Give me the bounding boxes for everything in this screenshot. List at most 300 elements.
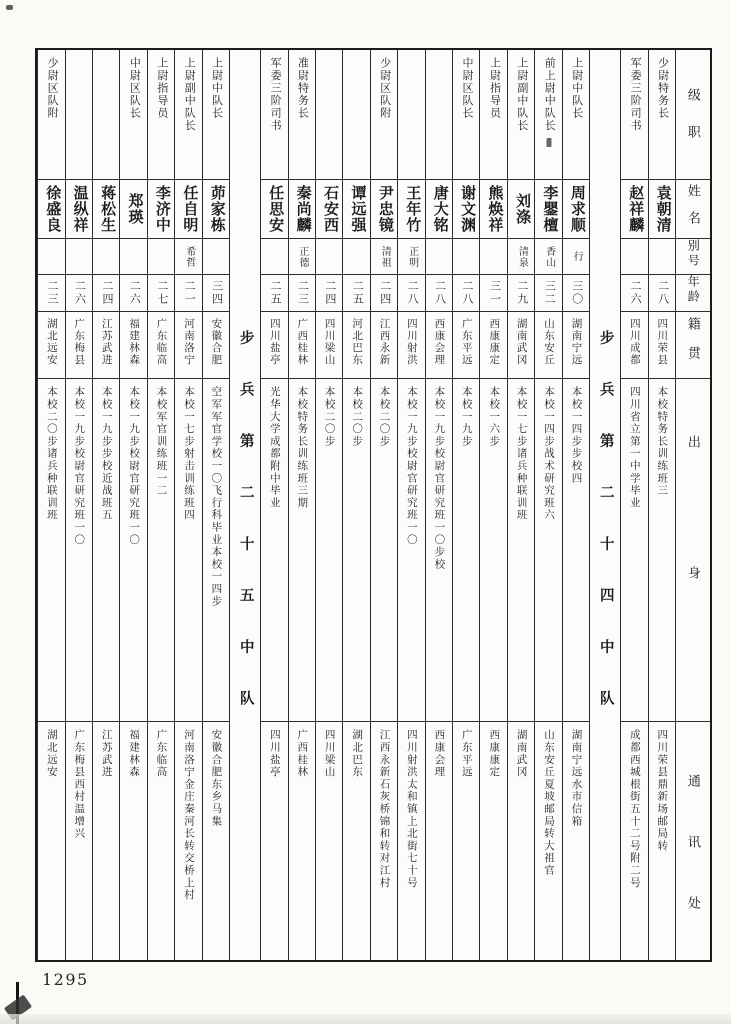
cell-name <box>649 180 675 239</box>
age-text: 二九 <box>515 280 528 306</box>
cell-name <box>535 180 561 239</box>
rank-text: 军委三阶司书 <box>629 57 642 132</box>
rank-text: 少尉特务长 <box>656 57 669 120</box>
cell-age <box>93 275 119 312</box>
cell-age <box>535 275 561 312</box>
row-header-native-label: 籍贯 <box>685 317 701 375</box>
cell-alias <box>93 239 119 275</box>
rank-text: 上尉指导员 <box>155 57 168 120</box>
person-column <box>425 50 452 960</box>
rank-text: 上尉中队长 <box>210 57 223 120</box>
row-header-origin-label: 出身 <box>685 435 701 697</box>
person-column <box>370 50 397 960</box>
address-text: 四川梁山 <box>323 729 335 779</box>
cell-native_place <box>93 312 119 379</box>
cell-alias <box>289 239 315 275</box>
cell-rank <box>203 50 229 180</box>
row-header-rank <box>676 50 710 180</box>
cell-alias <box>508 239 534 275</box>
age-text: 二六 <box>73 280 86 306</box>
address-text: 广东平远 <box>460 729 472 779</box>
person-column <box>65 50 92 960</box>
age-text: 二五 <box>269 280 282 306</box>
native_place-text: 四川梁山 <box>323 318 335 366</box>
cell-rank <box>563 50 589 180</box>
cell-name <box>289 180 315 239</box>
age-text: 二四 <box>100 280 113 306</box>
address-text: 江苏武进 <box>100 729 112 779</box>
background-text: 本校一四步战术研究班六 <box>543 386 555 522</box>
name-text: 赵祥麟 <box>627 185 644 233</box>
cell-rank <box>371 50 397 180</box>
address-text: 湖南武冈 <box>515 729 527 779</box>
name-text: 周求顺 <box>568 185 585 233</box>
cell-address <box>316 722 342 960</box>
name-text: 茆家栋 <box>208 185 225 233</box>
address-text: 四川射洪太和镇上北街七十号 <box>405 729 417 889</box>
cell-age <box>649 275 675 312</box>
person-column <box>342 50 369 960</box>
alias-text: 希哲 <box>183 245 195 268</box>
cell-background <box>120 379 146 722</box>
address-text: 西康康定 <box>488 729 500 779</box>
cell-name <box>621 180 647 239</box>
address-text: 湖北巴东 <box>351 729 363 779</box>
cell-age <box>371 275 397 312</box>
cell-native_place <box>563 312 589 379</box>
cell-rank <box>508 50 534 180</box>
cell-native_place <box>426 312 452 379</box>
native_place-text: 江西永新 <box>378 318 390 366</box>
cell-native_place <box>175 312 201 379</box>
cell-background <box>261 379 287 722</box>
name-text: 任自明 <box>181 185 198 233</box>
native_place-text: 河南洛宁 <box>182 318 194 366</box>
cell-background <box>66 379 92 722</box>
person-column <box>479 50 506 960</box>
age-text: 三四 <box>210 280 223 306</box>
cell-name <box>343 180 369 239</box>
cell-native_place <box>371 312 397 379</box>
age-text: 二八 <box>461 280 474 306</box>
address-text: 四川盐亭 <box>268 729 280 779</box>
cell-rank <box>93 50 119 180</box>
cell-age <box>453 275 479 312</box>
cell-rank <box>120 50 146 180</box>
age-text: 二八 <box>406 280 419 306</box>
name-text: 石安西 <box>322 185 339 233</box>
cell-age <box>316 275 342 312</box>
cell-background <box>480 379 506 722</box>
cell-alias <box>148 239 174 275</box>
cell-alias <box>316 239 342 275</box>
cell-alias <box>649 239 675 275</box>
cell-age <box>289 275 315 312</box>
rank-text: 前上尉中队长 <box>543 57 556 132</box>
cell-background <box>563 379 589 722</box>
age-text: 二八 <box>656 280 669 306</box>
person-column <box>202 50 229 960</box>
name-text: 刘涤 <box>513 193 530 225</box>
cell-alias <box>426 239 452 275</box>
name-text: 秦尚麟 <box>294 185 311 233</box>
cell-background <box>621 379 647 722</box>
background-text: 本校特务长训练班三 <box>656 386 668 497</box>
native_place-text: 西康会理 <box>433 318 445 366</box>
background-text: 本校一九步校尉官研究班一〇步校 <box>433 386 445 571</box>
name-text: 蒋松生 <box>99 185 116 233</box>
cell-age <box>398 275 424 312</box>
cell-age <box>148 275 174 312</box>
cell-address <box>426 722 452 960</box>
name-text: 唐大铭 <box>431 185 448 233</box>
cell-name <box>261 180 287 239</box>
cell-background <box>93 379 119 722</box>
row-header-name <box>676 180 710 239</box>
native_place-text: 山东安丘 <box>543 318 555 366</box>
background-text: 本校一九步校尉官研究班一〇 <box>128 386 140 546</box>
person-column <box>648 50 675 960</box>
background-text: 本校一九步 <box>460 386 472 448</box>
native_place-text: 四川射洪 <box>405 318 417 366</box>
cell-rank <box>453 50 479 180</box>
person-column <box>174 50 201 960</box>
native_place-text: 福建林森 <box>128 318 140 366</box>
cell-address <box>93 722 119 960</box>
cell-alias <box>66 239 92 275</box>
cell-rank <box>148 50 174 180</box>
section-title-cell <box>230 50 260 960</box>
personnel-roster-table <box>35 48 712 962</box>
cell-address <box>508 722 534 960</box>
cell-alias <box>343 239 369 275</box>
background-text: 四川省立第一中学毕业 <box>628 386 640 509</box>
cell-name <box>398 180 424 239</box>
row-header-address-label: 通讯处 <box>685 774 701 957</box>
cell-address <box>203 722 229 960</box>
cell-rank <box>398 50 424 180</box>
cell-rank <box>289 50 315 180</box>
cell-age <box>120 275 146 312</box>
rank-text: 上尉副中队长 <box>183 57 196 132</box>
cell-native_place <box>621 312 647 379</box>
address-text: 湖南宁远水市信箱 <box>570 729 582 828</box>
alias-text: 行 <box>571 251 583 262</box>
background-text: 本校一七步射击训练班四 <box>182 386 194 522</box>
cell-name <box>38 180 64 239</box>
cell-age <box>38 275 64 312</box>
cell-native_place <box>261 312 287 379</box>
person-column <box>288 50 315 960</box>
native_place-text: 广东梅县 <box>73 318 85 366</box>
background-text: 本校二〇步 <box>378 386 390 448</box>
cell-name <box>563 180 589 239</box>
rank-text: 上尉指导员 <box>488 57 501 120</box>
cell-address <box>398 722 424 960</box>
native_place-text: 四川成都 <box>628 318 640 366</box>
cell-age <box>426 275 452 312</box>
person-column <box>92 50 119 960</box>
background-text: 本校一四步步校四 <box>570 386 582 485</box>
person-column <box>147 50 174 960</box>
native_place-text: 河北巴东 <box>351 318 363 366</box>
cell-native_place <box>649 312 675 379</box>
cell-native_place <box>289 312 315 379</box>
person-column <box>534 50 561 960</box>
row-header-alias <box>676 239 710 275</box>
name-text: 王年竹 <box>404 185 421 233</box>
cell-name <box>175 180 201 239</box>
cell-address <box>175 722 201 960</box>
cell-age <box>621 275 647 312</box>
cell-native_place <box>480 312 506 379</box>
cell-age <box>175 275 201 312</box>
background-text: 本校一七步诸兵种联训班 <box>515 386 527 522</box>
cell-rank <box>649 50 675 180</box>
age-text: 三一 <box>488 280 501 306</box>
row-header-native <box>676 312 710 379</box>
cell-age <box>508 275 534 312</box>
person-column <box>562 50 589 960</box>
cell-background <box>398 379 424 722</box>
cell-address <box>371 722 397 960</box>
cell-age <box>261 275 287 312</box>
name-text: 熊焕祥 <box>486 185 503 233</box>
cell-address <box>649 722 675 960</box>
cell-age <box>343 275 369 312</box>
cell-rank <box>38 50 64 180</box>
cell-background <box>148 379 174 722</box>
section-title-cell <box>590 50 620 960</box>
cell-name <box>148 180 174 239</box>
cell-background <box>508 379 534 722</box>
native_place-text: 湖南宁远 <box>570 318 582 366</box>
native_place-text: 西康康定 <box>488 318 500 366</box>
cell-name <box>480 180 506 239</box>
cell-background <box>426 379 452 722</box>
cell-address <box>38 722 64 960</box>
address-text: 西康会理 <box>433 729 445 779</box>
name-text: 李鑍檀 <box>541 185 558 233</box>
rank-annotation-mark <box>546 138 551 147</box>
cell-alias <box>453 239 479 275</box>
cell-rank <box>316 50 342 180</box>
native_place-text: 广东平远 <box>460 318 472 366</box>
address-text: 广东临高 <box>155 729 167 779</box>
cell-rank <box>343 50 369 180</box>
name-text: 谢文渊 <box>459 185 476 233</box>
cell-alias <box>480 239 506 275</box>
cell-rank <box>535 50 561 180</box>
name-text: 徐盛良 <box>44 185 61 233</box>
background-text: 本校一六步 <box>488 386 500 448</box>
cell-alias <box>398 239 424 275</box>
age-text: 二三 <box>46 280 59 306</box>
row-header-column <box>675 50 710 960</box>
cell-name <box>203 180 229 239</box>
cell-address <box>289 722 315 960</box>
scan-shadow-bottom <box>0 1014 731 1024</box>
person-column <box>507 50 534 960</box>
cell-alias <box>535 239 561 275</box>
cell-native_place <box>203 312 229 379</box>
cell-address <box>535 722 561 960</box>
section-title-column <box>589 50 620 960</box>
background-text: 本校一九步校尉官研究班一〇 <box>405 386 417 546</box>
cell-age <box>66 275 92 312</box>
cell-name <box>316 180 342 239</box>
row-header-age <box>676 275 710 312</box>
rank-text: 少尉区队附 <box>46 57 59 120</box>
cell-background <box>453 379 479 722</box>
person-column <box>315 50 342 960</box>
cell-alias <box>371 239 397 275</box>
person-column <box>397 50 424 960</box>
age-text: 三二 <box>543 280 556 306</box>
name-text: 谭远强 <box>349 185 366 233</box>
person-column <box>119 50 146 960</box>
cell-alias <box>175 239 201 275</box>
rank-text: 少尉区队附 <box>378 57 391 120</box>
cell-background <box>316 379 342 722</box>
row-header-name-label: 姓名 <box>685 184 701 238</box>
native_place-text: 湖南武冈 <box>515 318 527 366</box>
cell-alias <box>621 239 647 275</box>
cell-native_place <box>535 312 561 379</box>
cell-native_place <box>398 312 424 379</box>
background-text: 空军军官学校一〇飞行科毕业本校一四步 <box>210 386 222 608</box>
cell-background <box>38 379 64 722</box>
native_place-text: 四川盐亭 <box>268 318 280 366</box>
cell-name <box>120 180 146 239</box>
rank-text: 上尉中队长 <box>570 57 583 120</box>
address-text: 四川荣县鼎新场邮局转 <box>656 729 668 852</box>
person-column <box>260 50 287 960</box>
address-text: 成都西城根街五十二号附二号 <box>628 729 640 889</box>
background-text: 本校二〇步诸兵种联训班 <box>45 386 57 522</box>
row-header-age-label: 年龄 <box>686 275 701 305</box>
cell-native_place <box>508 312 534 379</box>
rank-text: 中尉区队长 <box>128 57 141 120</box>
cell-background <box>203 379 229 722</box>
cell-rank <box>66 50 92 180</box>
row-header-rank-label: 级职 <box>685 88 701 162</box>
cell-native_place <box>120 312 146 379</box>
age-text: 二六 <box>629 280 642 306</box>
cell-address <box>261 722 287 960</box>
age-text: 二五 <box>351 280 364 306</box>
age-text: 二七 <box>155 280 168 306</box>
address-text: 广东梅县西村温增兴 <box>73 729 85 840</box>
cell-native_place <box>453 312 479 379</box>
cell-background <box>535 379 561 722</box>
page-number: 1295 <box>42 970 89 989</box>
row-header-address <box>676 722 710 960</box>
cell-background <box>343 379 369 722</box>
cell-age <box>203 275 229 312</box>
cell-alias <box>563 239 589 275</box>
native_place-text: 湖北远安 <box>45 318 57 366</box>
cell-name <box>508 180 534 239</box>
age-text: 二六 <box>128 280 141 306</box>
cell-rank <box>621 50 647 180</box>
address-text: 山东安丘夏坡邮局转大祖官 <box>543 729 555 877</box>
cell-name <box>66 180 92 239</box>
background-text: 本校二〇步 <box>323 386 335 448</box>
rank-text: 中尉区队长 <box>461 57 474 120</box>
rank-text: 准尉特务长 <box>296 57 309 120</box>
alias-text: 正明 <box>406 245 418 268</box>
address-text: 广西桂林 <box>296 729 308 779</box>
cell-age <box>563 275 589 312</box>
cell-alias <box>203 239 229 275</box>
cell-native_place <box>148 312 174 379</box>
cell-name <box>93 180 119 239</box>
cell-address <box>120 722 146 960</box>
section-title: 步兵第二十四中队 <box>597 330 614 742</box>
native_place-text: 广东临高 <box>155 318 167 366</box>
cell-native_place <box>66 312 92 379</box>
name-text: 尹忠镜 <box>376 185 393 233</box>
native_place-text: 广西桂林 <box>296 318 308 366</box>
cell-address <box>453 722 479 960</box>
background-text: 本校二〇步 <box>351 386 363 448</box>
age-text: 二四 <box>323 280 336 306</box>
row-header-origin <box>676 379 710 722</box>
name-text: 温纵祥 <box>71 185 88 233</box>
age-text: 二四 <box>378 280 391 306</box>
native_place-text: 四川荣县 <box>656 318 668 366</box>
cell-rank <box>480 50 506 180</box>
age-text: 二三 <box>296 280 309 306</box>
cell-background <box>289 379 315 722</box>
age-text: 二八 <box>433 280 446 306</box>
cell-address <box>480 722 506 960</box>
rank-text: 上尉副中队长 <box>515 57 528 132</box>
row-header-alias-label: 别号 <box>686 239 701 269</box>
name-text: 任思安 <box>267 185 284 233</box>
alias-text: 清祖 <box>379 245 391 268</box>
native_place-text: 安徽合肥 <box>210 318 222 366</box>
cell-rank <box>261 50 287 180</box>
address-text: 江西永新石灰桥锦和转对江村 <box>378 729 390 889</box>
age-text: 二一 <box>183 280 196 306</box>
cell-background <box>175 379 201 722</box>
native_place-text: 江苏武进 <box>100 318 112 366</box>
cell-alias <box>261 239 287 275</box>
cell-name <box>426 180 452 239</box>
cell-alias <box>38 239 64 275</box>
cell-address <box>66 722 92 960</box>
background-text: 本校一九步步校近战班五 <box>100 386 112 522</box>
cell-background <box>649 379 675 722</box>
alias-text: 正德 <box>296 245 308 268</box>
cell-name <box>453 180 479 239</box>
address-text: 河南洛宁金庄秦河长转交桥上村 <box>182 729 194 902</box>
age-text: 三〇 <box>570 280 583 306</box>
cell-native_place <box>316 312 342 379</box>
person-column <box>37 50 64 960</box>
cell-age <box>480 275 506 312</box>
cell-alias <box>120 239 146 275</box>
cell-background <box>371 379 397 722</box>
cell-address <box>148 722 174 960</box>
section-title: 步兵第二十五中队 <box>237 330 254 742</box>
alias-text: 香山 <box>543 245 555 268</box>
scan-artifact-top-left <box>6 5 13 10</box>
cell-name <box>371 180 397 239</box>
person-column <box>620 50 647 960</box>
